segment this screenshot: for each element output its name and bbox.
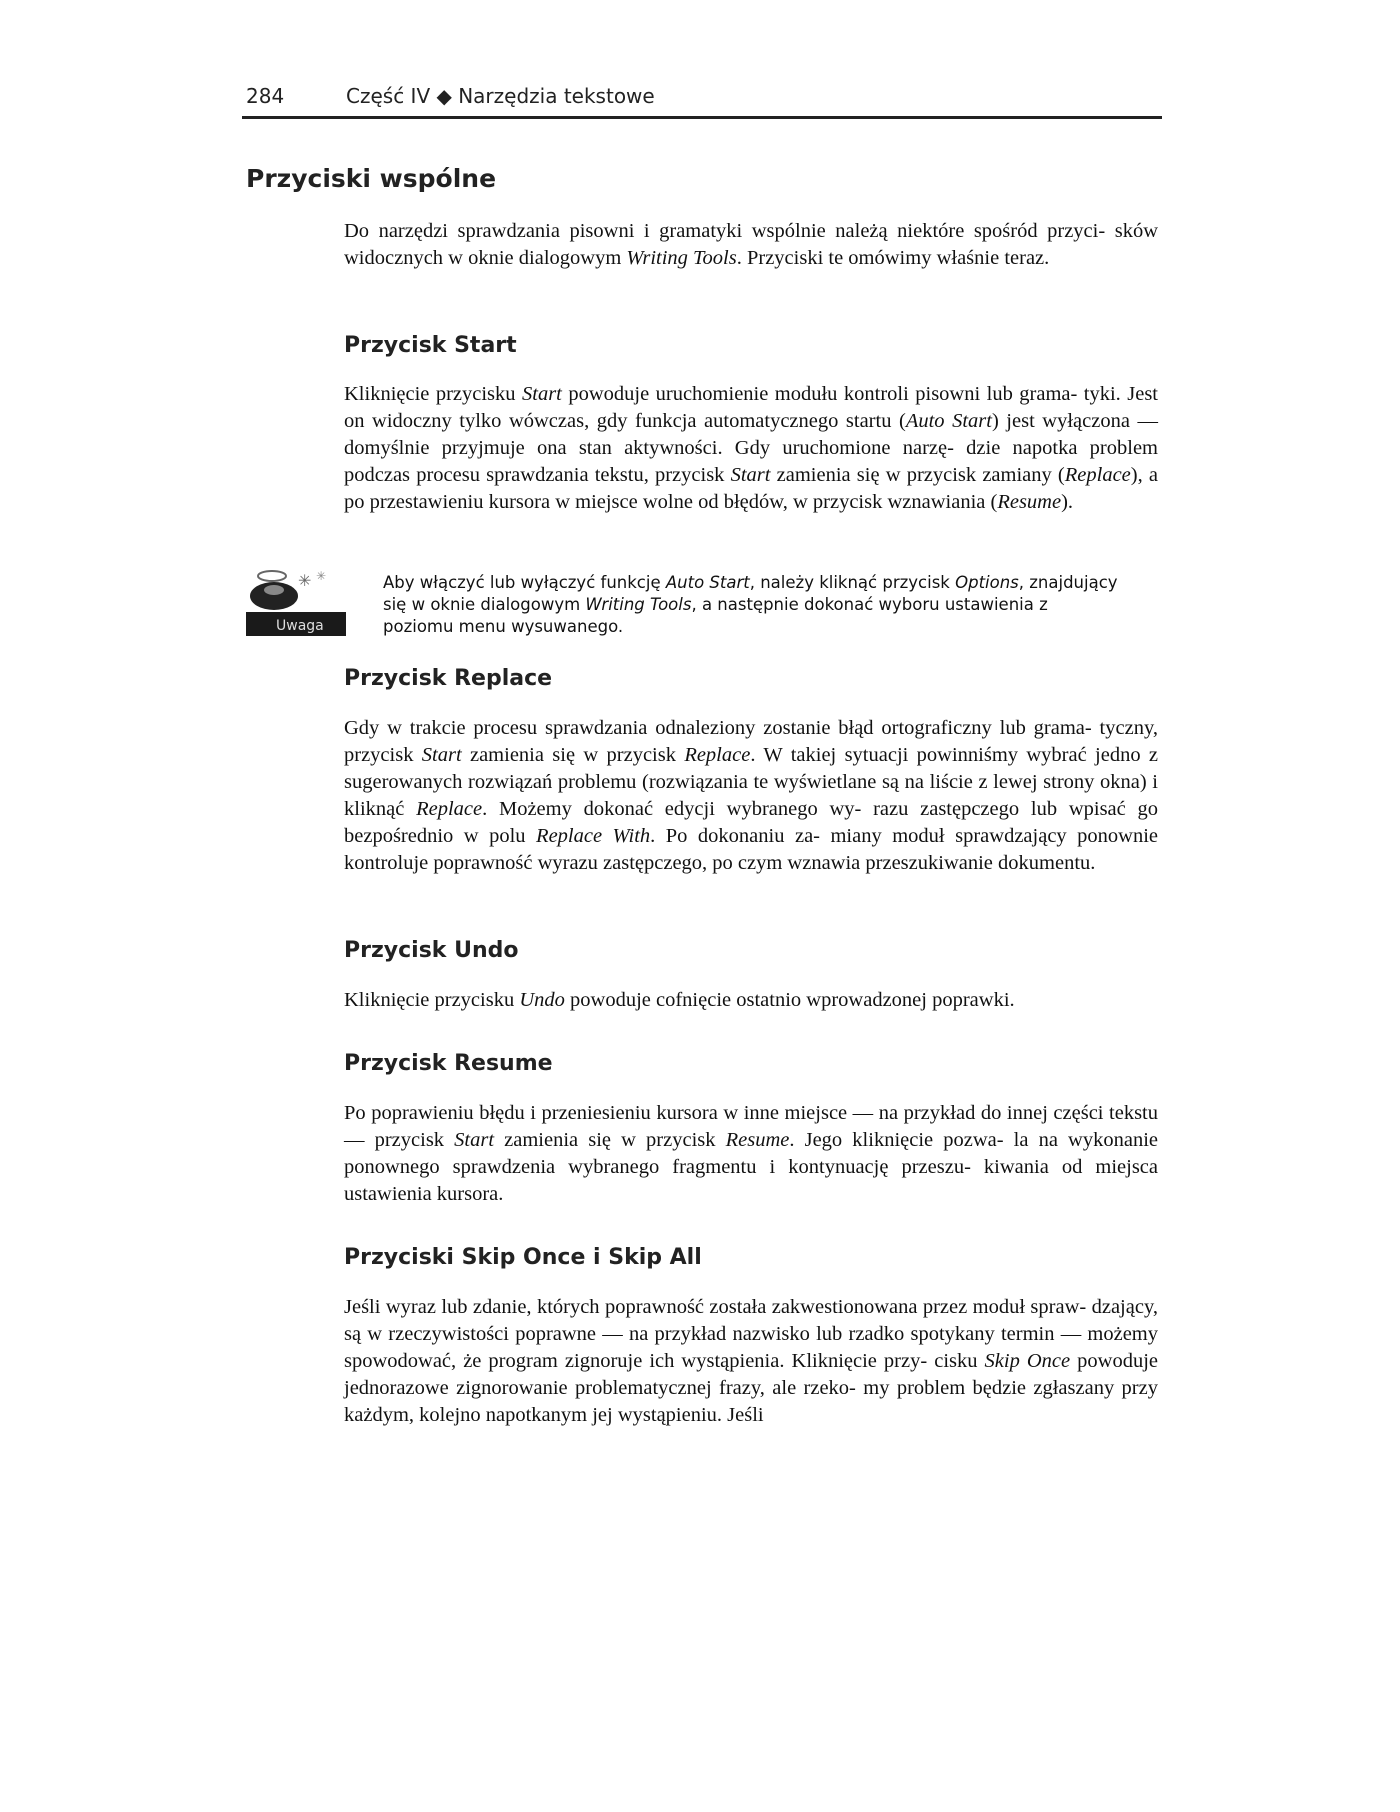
resume-paragraph: Po poprawieniu błędu i przeniesieniu kursora w inne miejsce — na przykład do innej części tekstu — przycisk Start zamienia się w przycisk Resume. Jego kliknięcie pozwa- la na wykonanie ponownego sprawdzenia wybranego fragmentu i kontynuację przeszu- kiwania od miejsca ustawienia kursora. <box>344 1102 1158 1205</box>
svg-text:✳: ✳ <box>298 571 312 590</box>
section-title: Przyciski wspólne <box>246 164 497 193</box>
start-paragraph: Kliknięcie przycisku Start powoduje uruchomienie modułu kontroli pisowni lub grama- tyki. Jest on widoczny tylko wówczas, gdy funkcja automatycznego startu (Auto Start) jest wyłączona — domyślnie przyjmuje ona stan aktywności. Gdy uruchomione narzę- dzie napotka problem podczas procesu sprawdzania tekstu, przycisk Start zamienia się w przycisk zamiany (Replace), a po przestawieniu kursora w miejsce wolne od błędów, w przycisk wznawiania (Resume). <box>344 383 1158 513</box>
heading-resume: Przycisk Resume <box>344 1051 553 1076</box>
heading-undo: Przycisk Undo <box>344 938 519 963</box>
heading-skip: Przyciski Skip Once i Skip All <box>344 1245 702 1270</box>
note-icon-label: Uwaga <box>276 618 324 634</box>
replace-paragraph: Gdy w trakcie procesu sprawdzania odnaleziony zostanie błąd ortograficzny lub grama- tyczny, przycisk Start zamienia się w przycisk Replace. W takiej sytuacji powinniśmy wybrać jedno z sugerowanych rozwiązań problemu (rozwiązania te wyświetlane są na liście z lewej strony okna) i kliknąć Replace. Możemy dokonać edycji wybranego wy- razu zastępczego lub wpisać go bezpośrednio w polu Replace With. Po dokonaniu za- miany moduł sprawdzający ponownie kontroluje poprawność wyrazu zastępczego, po czym wznawia przeszukiwanie dokumentu. <box>344 717 1159 874</box>
note-warning-icon <box>246 568 346 636</box>
page-number: 284 <box>246 84 285 108</box>
running-title: Część IV ◆ Narzędzia tekstowe <box>346 84 655 108</box>
note-text: Aby włączyć lub wyłączyć funkcję Auto Start, należy kliknąć przycisk Options, znajdujący się w oknie dialogowym Writing Tools, a następnie dokonać wyboru ustawienia z poziomu menu wysuwanego. <box>383 573 1118 636</box>
running-header <box>242 84 1162 119</box>
heading-replace: Przycisk Replace <box>344 666 553 691</box>
heading-start: Przycisk Start <box>344 333 517 358</box>
intro-paragraph: Do narzędzi sprawdzania pisowni i gramatyki wspólnie należą niektóre spośród przyci- sków widocznych w oknie dialogowym Writing Tools. Przyciski te omówimy właśnie teraz. <box>344 220 1159 269</box>
svg-text:✳: ✳ <box>316 569 327 583</box>
skip-paragraph: Jeśli wyraz lub zdanie, których poprawność została zakwestionowana przez moduł spraw- dzający, są w rzeczywistości poprawne — na przykład nazwisko lub rzadko spotykany termin — możemy spowodować, że program zignoruje ich wystąpienia. Kliknięcie przy- cisku Skip Once powoduje jednorazowe zignorowanie problematycznej frazy, ale rzeko- my problem będzie zgłaszany przy każdym, kolejno napotkanym jej wystąpieniu. Jeśli <box>344 1296 1159 1426</box>
undo-paragraph: Kliknięcie przycisku Undo powoduje cofnięcie ostatnio wprowadzonej poprawki. <box>344 989 1015 1011</box>
